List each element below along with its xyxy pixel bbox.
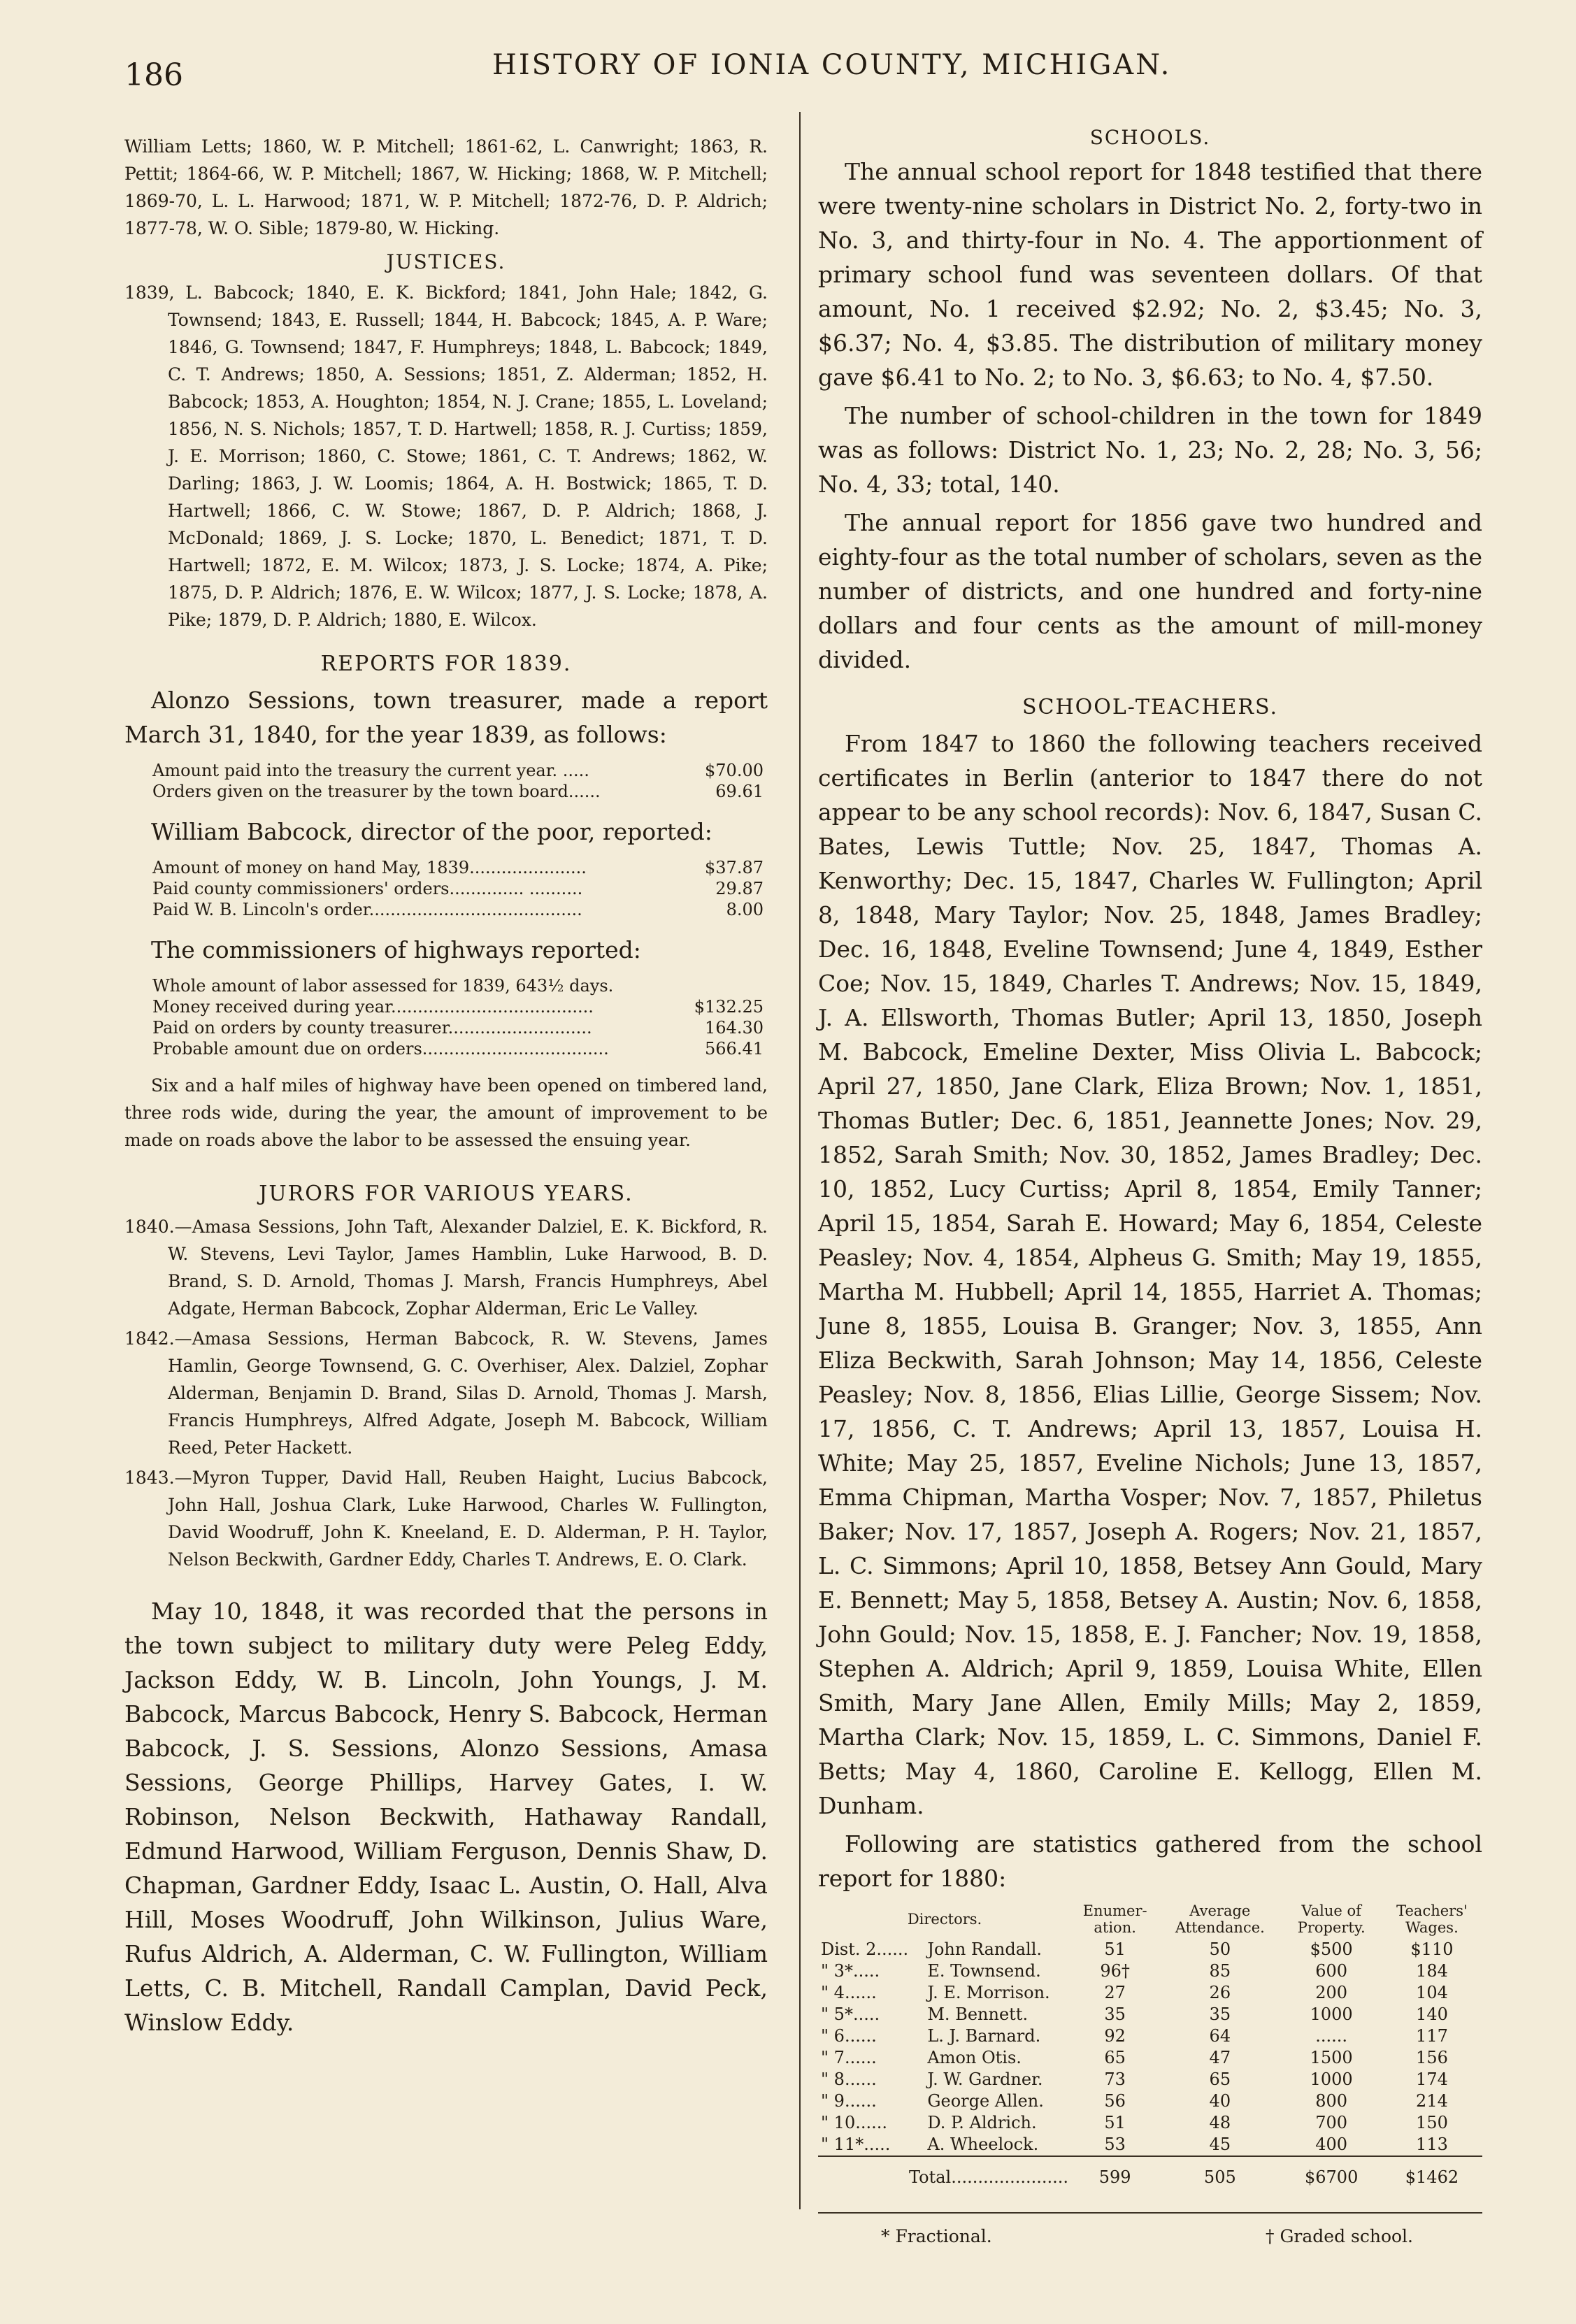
wages-cell: $110 (1410, 1939, 1454, 1959)
wages-cell: 184 (1416, 1961, 1448, 1981)
wages-cell: 174 (1416, 2070, 1448, 2089)
director-cell: A. Wheelock. (927, 2135, 1039, 2154)
attendance-cell: 35 (1209, 2004, 1231, 2024)
director-cell: L. J. Barnard. (927, 2026, 1041, 2046)
table-row (818, 2047, 1482, 2069)
enumeration-cell: 96† (1100, 1961, 1130, 1981)
table-row (818, 2134, 1482, 2156)
schools-paragraph-1856: The annual report for 1856 gave two hundred and eighty-four as the total number of scholars, seven as the number of districts, and one hundred and forty-nine dollars and four cents as the amount of mill-money divided. (818, 509, 1482, 673)
total-property: $6700 (1281, 2156, 1381, 2188)
total-label: Total...................... (818, 2156, 1071, 2188)
enumeration-cell: 51 (1104, 2113, 1126, 2132)
director-cell: George Allen. (927, 2091, 1044, 2111)
property-cell: 1000 (1310, 2004, 1353, 2024)
property-cell: 700 (1315, 2113, 1348, 2132)
jurors-heading: JURORS FOR VARIOUS YEARS. (259, 1182, 633, 1206)
director-cell: J. W. Gardner. (927, 2070, 1043, 2089)
ledger-row (124, 996, 768, 1017)
wages-cell: 214 (1416, 2091, 1448, 2111)
enumeration-cell: 92 (1104, 2026, 1126, 2046)
poor-ledger (124, 857, 768, 920)
ledger-label: Amount paid into the treasury the current year. ..... (152, 761, 589, 780)
district-cell: " 7...... (821, 2048, 877, 2067)
table-row (818, 1982, 1482, 2004)
table-row (818, 2112, 1482, 2134)
ledger-row (124, 975, 768, 996)
director-cell: Amon Otis. (927, 2048, 1022, 2067)
wages-cell: 104 (1416, 1983, 1448, 2002)
district-cell: " 11*..... (821, 2135, 891, 2154)
enumeration-cell: 56 (1104, 2091, 1126, 2111)
ledger-label: Orders given on the treasurer by the town board...... (152, 782, 601, 801)
treasurer-ledger (124, 760, 768, 802)
table-row (818, 1960, 1482, 1982)
table-row (818, 2090, 1482, 2112)
table-row (818, 2025, 1482, 2047)
wages-cell: 117 (1416, 2026, 1448, 2046)
officers-continuation: William Letts; 1860, W. P. Mitchell; 1861-62, L. Canwright; 1863, R. Pettit; 1864-66, W. P. Mitchell; 1867, W. Hicking; 1868, W. P. Mitchell; 1869-70, L. L. Harwood; 1871, W. P. Mitchell; 1872-76, D. P. Aldrich; 1877-78, W. O. Sible; 1879-80, W. Hicking. (124, 136, 768, 238)
ledger-label: Amount of money on hand May, 1839...................... (152, 858, 587, 877)
enumeration-cell: 51 (1104, 1939, 1126, 1959)
enumeration-cell: 73 (1104, 2070, 1126, 2089)
district-cell: " 6...... (821, 2026, 877, 2046)
ledger-label: Paid W. B. Lincoln's order........................................ (152, 900, 582, 919)
ledger-row (124, 1038, 768, 1059)
total-enumeration: 599 (1071, 2156, 1159, 2188)
district-cell: " 5*..... (821, 2004, 880, 2024)
treasurer-report-intro: Alonzo Sessions, town treasurer, made a report March 31, 1840, for the year 1839, as follows: (124, 687, 768, 748)
property-cell: 400 (1315, 2135, 1348, 2154)
ledger-amount: 8.00 (726, 900, 764, 919)
table-row (818, 1939, 1482, 1960)
military-duty-paragraph: May 10, 1848, it was recorded that the persons in the town subject to military duty were Peleg Eddy, Jackson Eddy, W. B. Lincoln, John Youngs, J. M. Babcock, Marcus Babcock, Henry S. Babcock, Herman Babcock, J. S. Sessions, Alonzo Sessions, Amasa Sessions, George Phillips, Harvey Gates, I. W. Robinson, Nelson Beckwith, Hathaway Randall, Edmund Harwood, William Ferguson, Dennis Shaw, D. Chapman, Gardner Eddy, Isaac L. Austin, O. Hall, Alva Hill, Moses Woodruff, John Wilkinson, Julius Ware, Rufus Aldrich, A. Alderman, C. W. Fullington, William Letts, C. B. Mitchell, Randall Camplan, David Peck, Winslow Eddy. (124, 1598, 768, 2036)
property-cell: 1500 (1310, 2048, 1353, 2067)
ledger-amount: $37.87 (705, 858, 764, 877)
ledger-label: Money received during year...................................... (152, 997, 594, 1017)
wages-cell: 156 (1416, 2048, 1448, 2067)
attendance-cell: 47 (1209, 2048, 1231, 2067)
jurors-1840: 1840.—Amasa Sessions, John Taft, Alexander Dalziel, E. K. Bickford, R. W. Stevens, Levi Taylor, James Hamblin, Luke Harwood, B. D. Brand, S. D. Arnold, Thomas J. Marsh, Francis Humphreys, Abel Adgate, Herman Babcock, Zophar Alderman, Eric Le Valley. (124, 1217, 768, 1319)
attendance-cell: 40 (1209, 2091, 1231, 2111)
ledger-row (124, 857, 768, 878)
attendance-cell: 50 (1209, 1939, 1231, 1959)
director-cell: John Randall. (927, 1939, 1043, 1959)
ledger-amount: $132.25 (694, 997, 764, 1017)
justices-list: 1839, L. Babcock; 1840, E. K. Bickford; 1841, John Hale; 1842, G. Townsend; 1843, E. Russell; 1844, H. Babcock; 1845, A. P. Ware; 1846, G. Townsend; 1847, F. Humphreys; 1848, L. Babcock; 1849, C. T. Andrews; 1850, A. Sessions; 1851, Z. Alderman; 1852, H. Babcock; 1853, A. Houghton; 1854, N. J. Crane; 1855, L. Loveland; 1856, N. S. Nichols; 1857, T. D. Hartwell; 1858, R. J. Curtiss; 1859, J. E. Morrison; 1860, C. Stowe; 1861, C. T. Andrews; 1862, W. Darling; 1863, J. W. Loomis; 1864, A. H. Bostwick; 1865, T. D. Hartwell; 1866, C. W. Stowe; 1867, D. P. Aldrich; 1868, J. McDonald; 1869, J. S. Locke; 1870, L. Benedict; 1871, T. D. Hartwell; 1872, E. M. Wilcox; 1873, J. S. Locke; 1874, A. Pike; 1875, D. P. Aldrich; 1876, E. W. Wilcox; 1877, J. S. Locke; 1878, A. Pike; 1879, D. P. Aldrich; 1880, E. Wilcox. (124, 282, 768, 630)
table-header-row (818, 1902, 1482, 1939)
teachers-paragraph: From 1847 to 1860 the following teachers received certificates in Berlin (anterior to 1847 there do not appear to be any school records): Nov. 6, 1847, Susan C. Bates, Lewis Tuttle; Nov. 25, 1847, Thomas A. Kenworthy; Dec. 15, 1847, Charles W. Fullington; April 8, 1848, Mary Taylor; Nov. 25, 1848, James Bradley; Dec. 16, 1848, Eveline Townsend; June 4, 1849, Esther Coe; Nov. 15, 1849, Charles T. Andrews; Nov. 15, 1849, J. A. Ellsworth, Thomas Butler; April 13, 1850, Joseph M. Babcock, Emeline Dexter, Miss Olivia L. Babcock; April 27, 1850, Jane Clark, Eliza Brown; Nov. 1, 1851, Thomas Butler; Dec. 6, 1851, Jeannette Jones; Nov. 29, 1852, Sarah Smith; Nov. 30, 1852, James Bradley; Dec. 10, 1852, Lucy Curtiss; April 8, 1854, Emily Tanner; April 15, 1854, Sarah E. Howard; May 6, 1854, Celeste Peasley; Nov. 4, 1854, Alpheus G. Smith; May 19, 1855, Martha M. Hubbell; April 14, 1855, Harriet A. Thomas; June 8, 1855, Louisa B. Granger; Nov. 3, 1855, Ann Eliza Beckwith, Sarah Johnson; May 14, 1856, Celeste Peasley; Nov. 8, 1856, Elias Lillie, George Sissem; Nov. 17, 1856, C. T. Andrews; April 13, 1857, Louisa H. White; May 25, 1857, Eveline Nichols; June 13, 1857, Emma Chipman, Martha Vosper; Nov. 7, 1857, Philetus Baker; Nov. 17, 1857, Joseph A. Rogers; Nov. 21, 1857, L. C. Simmons; April 10, 1858, Betsey Ann Gould, Mary E. Bennett; May 5, 1858, Betsey A. Austin; Nov. 6, 1858, John Gould; Nov. 15, 1858, E. J. Fancher; Nov. 19, 1858, Stephen A. Aldrich; April 9, 1859, Louisa White, Ellen Smith, Mary Jane Allen, Emily Mills; May 2, 1859, Martha Clark; Nov. 15, 1859, L. C. Simmons, Daniel F. Betts; May 4, 1860, Caroline E. Kellogg, Ellen M. Dunham. (818, 730, 1482, 1819)
ledger-amount: $70.00 (705, 761, 764, 780)
school-statistics-table (818, 1902, 1482, 2188)
property-cell: ...... (1315, 2026, 1348, 2046)
ledger-amount: 29.87 (715, 879, 764, 898)
jurors-1842: 1842.—Amasa Sessions, Herman Babcock, R. W. Stevens, James Hamlin, George Townsend, G. C. Overhiser, Alex. Dalziel, Zophar Alderman, Benjamin D. Brand, Silas D. Arnold, Thomas J. Marsh, Francis Humphreys, Alfred Adgate, Joseph M. Babcock, William Reed, Peter Hackett. (124, 1328, 768, 1458)
column-header: Directors. (907, 1911, 982, 1928)
total-wages: $1462 (1382, 2156, 1482, 2188)
total-attendance: 505 (1159, 2156, 1281, 2188)
wages-cell: 113 (1416, 2135, 1448, 2154)
highways-ledger (124, 975, 768, 1059)
ledger-row (124, 899, 768, 920)
district-cell: " 4...... (821, 1983, 877, 2002)
ledger-row (124, 1017, 768, 1038)
property-cell: 800 (1315, 2091, 1348, 2111)
stats-intro: Following are statistics gathered from the school report for 1880: (818, 1830, 1482, 1892)
left-column (124, 133, 768, 2044)
ledger-row (124, 781, 768, 802)
ledger-row (124, 878, 768, 899)
property-cell: $500 (1310, 1939, 1353, 1959)
running-title: HISTORY OF IONIA COUNTY, MICHIGAN. (492, 49, 1172, 81)
wages-cell: 140 (1416, 2004, 1448, 2024)
ledger-label: Whole amount of labor assessed for 1839, 643½ days. (152, 976, 614, 996)
ledger-label: Probable amount due on orders................................... (152, 1039, 609, 1059)
district-cell: Dist. 2...... (821, 1939, 909, 1959)
right-column (818, 126, 1482, 2262)
reports-heading: REPORTS FOR 1839. (320, 652, 572, 676)
page-number: 186 (124, 57, 183, 93)
attendance-cell: 48 (1209, 2113, 1231, 2132)
attendance-cell: 65 (1209, 2070, 1231, 2089)
director-cell: D. P. Aldrich. (927, 2113, 1037, 2132)
schools-paragraph-1849: The number of school-children in the town for 1849 was as follows: District No. 1, 23; No. 2, 28; No. 3, 56; No. 4, 33; total, 140. (818, 402, 1482, 498)
district-cell: " 3*..... (821, 1961, 880, 1981)
enumeration-cell: 65 (1104, 2048, 1126, 2067)
enumeration-cell: 35 (1104, 2004, 1126, 2024)
district-cell: " 8...... (821, 2070, 877, 2089)
ledger-amount: 164.30 (705, 1018, 764, 1038)
ledger-amount: 566.41 (705, 1039, 764, 1059)
ledger-label: Paid on orders by county treasurer........................... (152, 1018, 592, 1038)
schools-paragraph-1848: The annual school report for 1848 testified that there were twenty-nine scholars in District No. 2, forty-two in No. 3, and thirty-four in No. 4. The apportionment of primary school fund was seventeen dollars. Of that amount, No. 1 received $2.92; No. 2, $3.45; No. 3, $6.37; No. 4, $3.85. The distribution of military money gave $6.41 to No. 2; to No. 3, $6.63; to No. 4, $7.50. (818, 158, 1482, 391)
column-header: Enumer-ation. (1082, 1902, 1147, 1936)
column-divider (799, 112, 801, 2209)
attendance-cell: 64 (1209, 2026, 1231, 2046)
schools-heading: SCHOOLS. (1089, 126, 1211, 149)
footnote-graded: † Graded school. (1266, 2226, 1413, 2246)
ledger-amount (682, 975, 768, 996)
table-row (818, 2069, 1482, 2090)
jurors-1843: 1843.—Myron Tupper, David Hall, Reuben Haight, Lucius Babcock, John Hall, Joshua Clark, Luke Harwood, Charles W. Fullington, David Woodruff, John K. Kneeland, E. D. Alderman, P. H. Taylor, Nelson Beckwith, Gardner Eddy, Charles T. Andrews, E. O. Clark. (124, 1468, 768, 1570)
table-row (818, 2004, 1482, 2025)
director-cell: E. Townsend. (927, 1961, 1041, 1981)
attendance-cell: 26 (1209, 1983, 1231, 2002)
table-total-row (818, 2156, 1482, 2188)
enumeration-cell: 27 (1104, 1983, 1126, 2002)
ledger-label: Paid county commissioners' orders.............. .......... (152, 879, 583, 898)
property-cell: 600 (1315, 1961, 1348, 1981)
column-header: Average Attendance. (1175, 1902, 1265, 1936)
column-header: Value of Property. (1297, 1902, 1366, 1936)
director-cell: J. E. Morrison. (927, 1983, 1050, 2002)
column-header: Teachers' Wages. (1396, 1902, 1468, 1936)
district-cell: " 9...... (821, 2091, 877, 2111)
ledger-row (124, 760, 768, 781)
poor-report-intro: William Babcock, director of the poor, reported: (151, 818, 712, 845)
teachers-heading: SCHOOL-TEACHERS. (1022, 695, 1279, 719)
highway-note: Six and a half miles of highway have been opened on timbered land, three rods wide, during the year, the amount of improvement to be made on roads above the labor to be assessed the ensuing year. (124, 1075, 768, 1150)
attendance-cell: 45 (1209, 2135, 1231, 2154)
property-cell: 1000 (1310, 2070, 1353, 2089)
highways-report-intro: The commissioners of highways reported: (151, 936, 641, 963)
district-cell: " 10...... (821, 2113, 887, 2132)
director-cell: M. Bennett. (927, 2004, 1029, 2024)
enumeration-cell: 53 (1104, 2135, 1126, 2154)
ledger-amount: 69.61 (715, 782, 764, 801)
wages-cell: 150 (1416, 2113, 1448, 2132)
footnote-fractional: * Fractional. (881, 2226, 992, 2246)
property-cell: 200 (1315, 1983, 1348, 2002)
justices-heading: JUSTICES. (386, 250, 506, 273)
attendance-cell: 85 (1209, 1961, 1231, 1981)
table-footnotes (818, 2212, 1482, 2262)
